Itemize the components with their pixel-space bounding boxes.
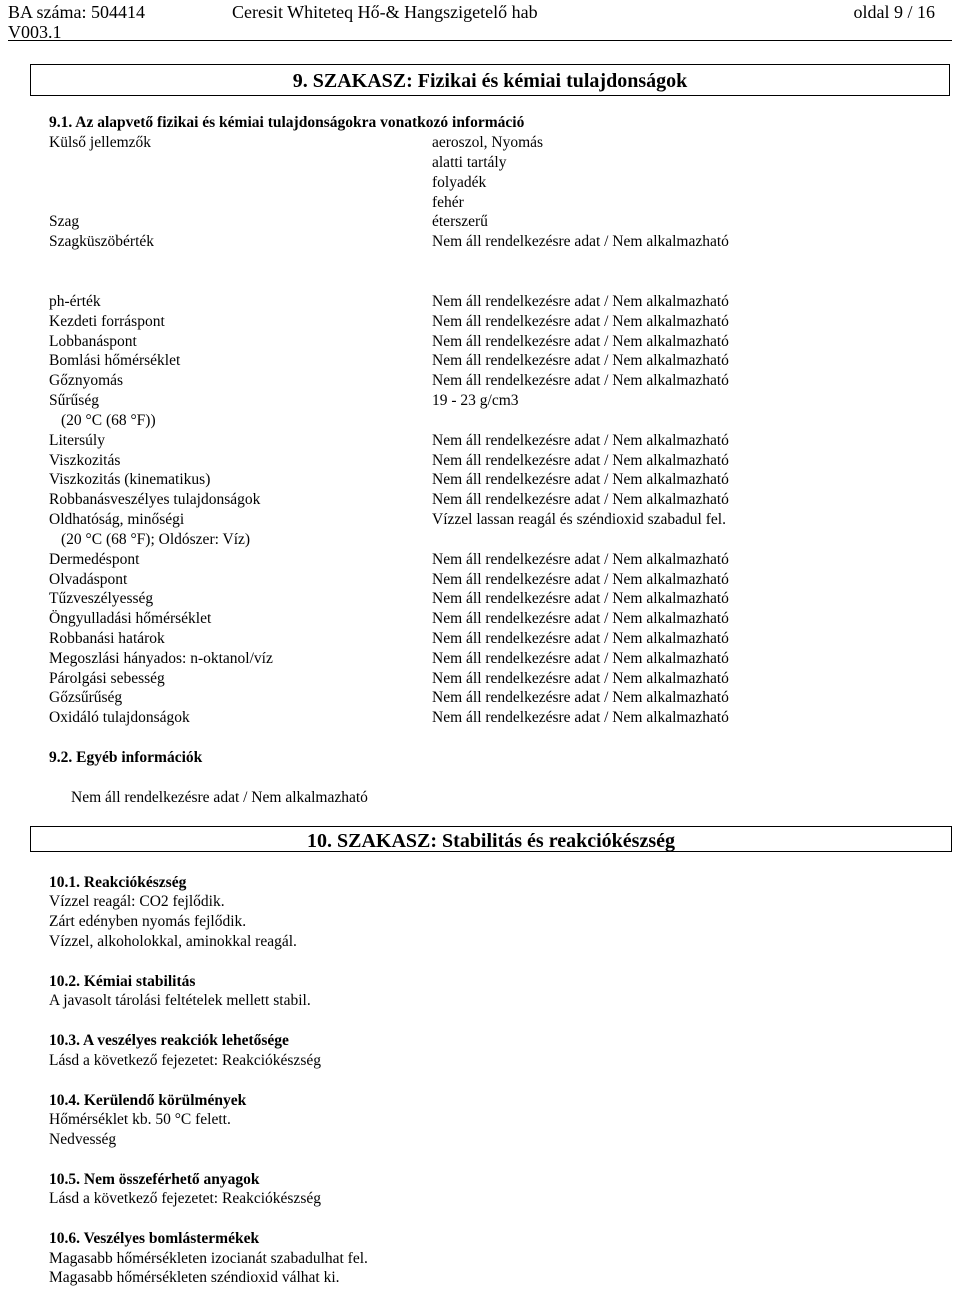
- property-label: Gőzsűrűség: [49, 689, 123, 706]
- subsection-line: Lásd a következő fejezetet: Reakciókészség: [49, 1190, 321, 1207]
- subsection-heading: 10.6. Veszélyes bomlástermékek: [49, 1230, 260, 1247]
- property-value: Nem áll rendelkezésre adat / Nem alkalmazható: [432, 372, 729, 389]
- subsection-line: Hőmérséklet kb. 50 °C felett.: [49, 1111, 231, 1128]
- property-value: Nem áll rendelkezésre adat / Nem alkalmazható: [432, 610, 729, 627]
- property-label: Litersúly: [49, 432, 105, 449]
- appearance-value-1: aeroszol, Nyomás: [432, 134, 544, 151]
- page-number: oldal 9 / 16: [853, 2, 935, 22]
- property-label: ph-érték: [49, 293, 101, 310]
- property-label: Robbanásveszélyes tulajdonságok: [49, 491, 261, 508]
- property-value: Nem áll rendelkezésre adat / Nem alkalmazható: [432, 333, 729, 350]
- property-value: Nem áll rendelkezésre adat / Nem alkalmazható: [432, 352, 729, 369]
- appearance-value-2: alatti tartály: [432, 154, 507, 171]
- odor-threshold-label: Szagküszöbérték: [49, 233, 155, 250]
- property-value: Nem áll rendelkezésre adat / Nem alkalmazható: [432, 571, 729, 588]
- property-condition: (20 °C (68 °F); Oldószer: Víz): [61, 531, 251, 548]
- section-10-title: 10. SZAKASZ: Stabilitás és reakciókészség: [30, 826, 952, 852]
- subsection-line: Nedvesség: [49, 1131, 117, 1148]
- property-label: Oldhatóság, minőségi: [49, 511, 185, 528]
- property-label: Sűrűség: [49, 392, 99, 409]
- odor-label: Szag: [49, 213, 80, 230]
- property-label: Viszkozitás: [49, 452, 121, 469]
- property-label: Oxidáló tulajdonságok: [49, 709, 190, 726]
- property-label: Megoszlási hányados: n-oktanol/víz: [49, 650, 273, 667]
- subsection-line: Lásd a következő fejezetet: Reakciókészség: [49, 1052, 321, 1069]
- appearance-label: Külső jellemzők: [49, 134, 152, 151]
- property-label: Kezdeti forráspont: [49, 313, 165, 330]
- other-info-text: Nem áll rendelkezésre adat / Nem alkalmazható: [71, 789, 368, 806]
- property-value: Nem áll rendelkezésre adat / Nem alkalmazható: [432, 551, 729, 568]
- appearance-value-3: folyadék: [432, 174, 487, 191]
- odor-value: éterszerű: [432, 213, 488, 230]
- ba-number: BA száma: 504414: [8, 2, 145, 22]
- property-value: Nem áll rendelkezésre adat / Nem alkalmazható: [432, 709, 729, 726]
- property-label: Olvadáspont: [49, 571, 128, 588]
- product-name: Ceresit Whiteteq Hő-& Hangszigetelő hab: [232, 2, 538, 22]
- subsection-line: Vízzel, alkoholokkal, aminokkal reagál.: [49, 933, 297, 950]
- property-label: Tűzveszélyesség: [49, 590, 154, 607]
- property-value: Nem áll rendelkezésre adat / Nem alkalmazható: [432, 293, 729, 310]
- page-header: [0, 0, 960, 42]
- property-value: Nem áll rendelkezésre adat / Nem alkalmazható: [432, 670, 729, 687]
- property-value: 19 - 23 g/cm3: [432, 392, 519, 409]
- odor-threshold-value: Nem áll rendelkezésre adat / Nem alkalmazható: [432, 233, 729, 250]
- property-label: Bomlási hőmérséklet: [49, 352, 181, 369]
- appearance-value-4: fehér: [432, 194, 464, 211]
- subsection-line: Magasabb hőmérsékleten izocianát szabadulhat fel.: [49, 1250, 368, 1267]
- property-label: Párolgási sebesség: [49, 670, 165, 687]
- version: V003.1: [8, 22, 62, 42]
- property-value: Nem áll rendelkezésre adat / Nem alkalmazható: [432, 590, 729, 607]
- property-label: Gőznyomás: [49, 372, 124, 389]
- property-value: Nem áll rendelkezésre adat / Nem alkalmazható: [432, 432, 729, 449]
- subsection-line: Zárt edényben nyomás fejlődik.: [49, 913, 247, 930]
- property-value: Nem áll rendelkezésre adat / Nem alkalmazható: [432, 630, 729, 647]
- property-label: Dermedéspont: [49, 551, 140, 568]
- property-value: Vízzel lassan reagál és széndioxid szabadul fel.: [432, 511, 726, 528]
- property-label: Viszkozitás (kinematikus): [49, 471, 211, 488]
- subsection-9-1-heading: 9.1. Az alapvető fizikai és kémiai tulajdonságokra vonatkozó információ: [49, 114, 525, 131]
- property-label: Lobbanáspont: [49, 333, 137, 350]
- property-value: Nem áll rendelkezésre adat / Nem alkalmazható: [432, 689, 729, 706]
- subsection-heading: 10.5. Nem összeférhető anyagok: [49, 1171, 260, 1188]
- subsection-line: Vízzel reagál: CO2 fejlődik.: [49, 893, 225, 910]
- property-label: Öngyulladási hőmérséklet: [49, 610, 212, 627]
- property-value: Nem áll rendelkezésre adat / Nem alkalmazható: [432, 650, 729, 667]
- header-divider: [8, 40, 952, 41]
- subsection-heading: 10.4. Kerülendő körülmények: [49, 1092, 247, 1109]
- subsection-9-2-heading: 9.2. Egyéb információk: [49, 749, 203, 766]
- property-value: Nem áll rendelkezésre adat / Nem alkalmazható: [432, 471, 729, 488]
- property-value: Nem áll rendelkezésre adat / Nem alkalmazható: [432, 313, 729, 330]
- section-9-title: 9. SZAKASZ: Fizikai és kémiai tulajdonságok: [30, 64, 950, 96]
- property-value: Nem áll rendelkezésre adat / Nem alkalmazható: [432, 491, 729, 508]
- subsection-line: Magasabb hőmérsékleten széndioxid válhat ki.: [49, 1269, 340, 1286]
- property-value: Nem áll rendelkezésre adat / Nem alkalmazható: [432, 452, 729, 469]
- property-label: Robbanási határok: [49, 630, 165, 647]
- property-condition: (20 °C (68 °F)): [61, 412, 156, 429]
- subsection-heading: 10.2. Kémiai stabilitás: [49, 973, 196, 990]
- subsection-heading: 10.1. Reakciókészség: [49, 874, 187, 891]
- subsection-line: A javasolt tárolási feltételek mellett stabil.: [49, 992, 311, 1009]
- subsection-heading: 10.3. A veszélyes reakciók lehetősége: [49, 1032, 289, 1049]
